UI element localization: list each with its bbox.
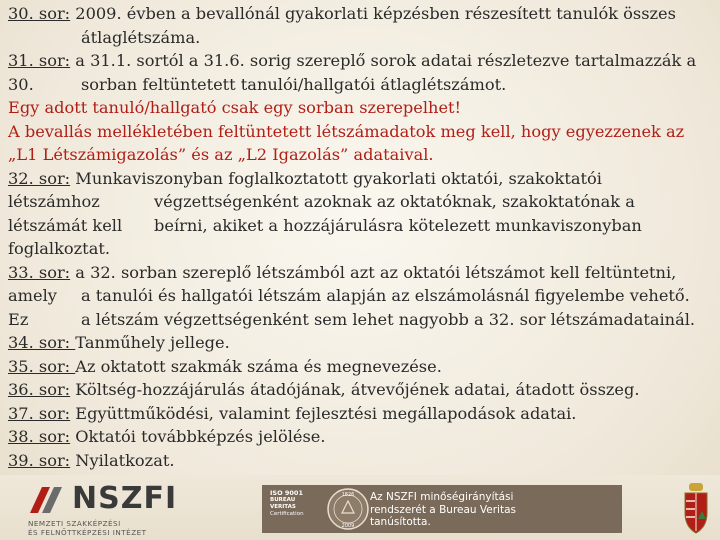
line-text: Oktatói továbbképzés jelölése. (70, 427, 326, 446)
line-text: a létszám végzettségenként sem lehet nagyobb a 32. sor létszámadatainál. (81, 309, 696, 329)
line-text: Ez (8, 309, 29, 329)
line-text: Munkaviszonyban foglalkoztatott gyakorlati oktatói, szakoktatói (70, 168, 602, 188)
line-35 (8, 355, 714, 379)
line-31-cont (8, 73, 714, 97)
logo-subtitle (28, 519, 147, 537)
logo-sub-line: ÉS FELNŐTTKÉPZÉSI INTÉZET (28, 528, 147, 537)
line-30 (8, 2, 714, 26)
line-text: Tanműhely jellege. (75, 333, 230, 352)
line-text: amely (8, 286, 57, 305)
seal-year: 1826 (341, 492, 355, 498)
line-text: létszámát kell (8, 215, 123, 235)
warning-line (8, 143, 714, 167)
line-text: átlaglétszáma. (81, 27, 201, 47)
line-30-cont (8, 26, 714, 50)
row-key-39: 39. sor: (8, 450, 71, 470)
line-33 (8, 261, 714, 285)
line-36 (8, 378, 714, 402)
row-key-31: 31. sor: (8, 51, 71, 70)
line-text: beírni, akiket a hozzájárulásra kötelezett munkaviszonyban (154, 215, 642, 235)
hungarian-coat-of-arms-icon (680, 479, 712, 535)
line-text: Együttműködési, valamint fejlesztési megállapodások adatai. (70, 403, 577, 423)
bureau-veritas-seal-icon (326, 487, 370, 531)
line-34 (8, 331, 714, 355)
row-key-38: 38. sor: (8, 427, 71, 446)
certification-text (370, 491, 516, 529)
line-32-cont (8, 190, 714, 214)
cert-line: tanúsította. (370, 516, 431, 528)
line-text: végzettségenként azoknak az oktatóknak, szakoktatónak a (154, 192, 635, 211)
line-text: Nyilatkozat. (70, 450, 175, 470)
nszfi-logo (28, 481, 238, 537)
cert-line: rendszerét a Bureau Veritas (370, 503, 516, 516)
line-text: a 31.1. sortól a 31.6. sorig szereplő sorok adatai részletezve tartalmazzák a (70, 51, 697, 70)
line-text: Költség-hozzájárulás átadójának, átvevőjének adatai, átadott összeg. (70, 380, 640, 399)
cert-line: Az NSZFI minőségirányítási (370, 491, 514, 503)
warning-line (8, 120, 714, 144)
line-text: foglalkoztat. (8, 239, 110, 258)
line-text: Egy adott tanuló/hallgató csak egy sorban szerepelhet! (8, 98, 462, 117)
line-text: sorban feltüntetett tanulói/hallgatói átlaglétszámot. (81, 74, 507, 94)
row-key-32: 32. sor: (8, 168, 71, 188)
line-text: a 32. sorban szereplő létszámból azt az oktatói létszámot kell feltüntetni, (70, 262, 677, 282)
line-32-cont (8, 214, 714, 238)
line-text: 2009. évben a bevallónál gyakorlati képzésben részesített tanulók összes (70, 4, 676, 23)
iso-badge (270, 490, 318, 528)
logo-name: NSZFI (72, 481, 178, 516)
line-text: A bevallás mellékletében feltüntetett létszámadatok meg kell, hogy egyezzenek az (8, 121, 685, 141)
row-key-34: 34. sor: (8, 333, 76, 352)
line-32-cont (8, 237, 714, 261)
row-key-35: 35. sor: (8, 356, 76, 376)
row-key-33: 33. sor: (8, 262, 71, 282)
line-text: „L1 Létszámigazolás” és az „L2 Igazolás” adataival. (8, 145, 434, 164)
line-text: Az oktatott szakmák száma és megnevezése. (75, 356, 442, 376)
row-key-36: 36. sor: (8, 380, 71, 399)
logo-sub-line: NEMZETI SZAKKÉPZÉSI (28, 519, 121, 528)
line-38 (8, 425, 714, 449)
iso-line: ISO 9001 (270, 489, 303, 497)
iso-line: Certification (270, 511, 304, 517)
row-key-37: 37. sor: (8, 403, 71, 423)
line-31 (8, 49, 714, 73)
footer-bar (0, 475, 720, 540)
seal-year: 2009 (341, 523, 355, 529)
row-key-30: 30. sor: (8, 4, 71, 23)
certification-banner (262, 485, 622, 533)
iso-line: BUREAU VERITAS (270, 497, 296, 510)
line-32 (8, 167, 714, 191)
line-33-cont (8, 284, 714, 308)
line-33-cont (8, 308, 714, 332)
line-37 (8, 402, 714, 426)
line-text: létszámhoz (8, 192, 100, 211)
line-text: a tanulói és hallgatói létszám alapján az elszámolásnál figyelembe vehető. (81, 286, 690, 305)
line-39 (8, 449, 714, 473)
slide-body (8, 2, 714, 472)
nszfi-logo-mark-icon (28, 483, 68, 517)
line-text: 30. (8, 74, 34, 94)
warning-line (8, 96, 714, 120)
